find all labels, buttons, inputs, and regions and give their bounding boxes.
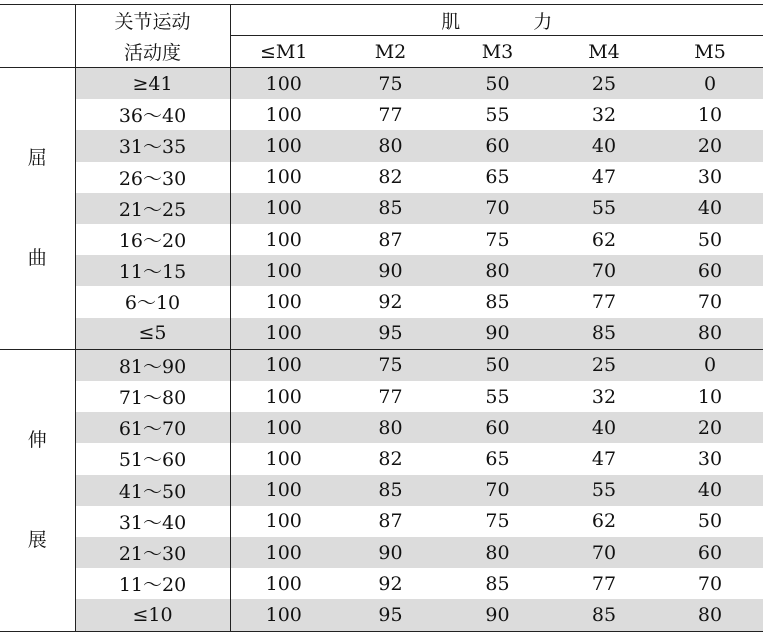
range-cell: ≥41 [75,68,230,100]
score-cell: 60 [444,412,551,443]
column-header-m1: ≤M1 [260,40,308,63]
table-row [0,162,763,193]
score-cell: 100 [230,349,337,381]
score-cell: 90 [444,599,551,631]
score-cell: 40 [551,130,657,161]
score-cell: 100 [230,599,337,631]
score-cell: 55 [551,475,657,506]
score-cell: 80 [444,537,551,568]
score-cell: 87 [378,510,403,533]
table-row [0,412,763,443]
score-cell: 25 [551,68,657,100]
table-row [0,286,763,317]
row-header-line1: 关节运动 [75,5,230,36]
score-cell: 87 [378,228,403,251]
score-cell: 20 [657,412,763,443]
column-header-m2: M2 [374,40,407,63]
corner-header-cell [0,5,75,68]
score-cell: 70 [697,290,723,313]
group-label-char: 伸 [27,428,47,451]
score-cell: 75 [485,228,510,251]
score-cell: 90 [444,318,551,350]
range-cell: 21～30 [75,537,230,568]
group-label-char: 屈 [27,146,47,169]
score-table-container [0,4,763,632]
score-cell: 92 [378,290,403,313]
score-cell: 65 [485,166,510,189]
score-cell: 100 [265,572,302,595]
score-cell: 100 [265,290,302,313]
table-row [0,193,763,224]
table-row [0,68,763,100]
score-cell: 60 [444,130,551,161]
score-cell: 77 [591,572,617,595]
score-cell: 30 [697,166,723,189]
joint-motion-muscle-strength-table [0,4,763,632]
range-cell: 6～10 [75,286,230,317]
score-cell: 0 [657,349,763,381]
score-cell: 55 [551,193,657,224]
table-row [0,537,763,568]
table-row [0,381,763,412]
score-cell: 100 [265,228,302,251]
table-row [0,475,763,506]
score-cell: 70 [444,475,551,506]
score-cell: 77 [591,290,617,313]
score-cell: 70 [551,537,657,568]
range-cell: 11～15 [75,255,230,286]
score-cell: 70 [444,193,551,224]
score-cell: 100 [230,193,337,224]
muscle-strength-header [230,5,763,36]
score-cell: 80 [657,318,763,350]
score-cell: 85 [485,290,510,313]
score-cell: 60 [657,255,763,286]
score-cell: 75 [337,349,444,381]
score-cell: 55 [485,103,510,126]
range-cell: 71～80 [75,381,230,412]
score-cell: 100 [265,103,302,126]
table-row [0,349,763,381]
table-row [0,443,763,474]
score-cell: 85 [337,193,444,224]
table-row [0,568,763,599]
score-cell: 40 [551,412,657,443]
score-cell: 30 [697,447,723,470]
group-label-cell [0,68,75,350]
score-cell: 32 [591,385,617,408]
score-cell: 85 [485,572,510,595]
range-cell: ≤5 [75,318,230,350]
score-cell: 70 [697,572,723,595]
score-cell: 47 [591,447,617,470]
score-cell: 85 [551,599,657,631]
score-cell: 100 [230,255,337,286]
score-cell: 80 [337,130,444,161]
score-cell: 100 [230,318,337,350]
score-cell: 62 [591,228,617,251]
score-cell: 95 [337,599,444,631]
score-cell: 82 [378,166,403,189]
score-cell: 60 [657,537,763,568]
score-cell: 100 [230,537,337,568]
score-cell: 82 [378,447,403,470]
score-cell: 50 [697,510,723,533]
score-cell: 50 [444,68,551,100]
range-cell: 16～20 [75,224,230,255]
group-label-cell [0,349,75,631]
column-header-m3: M3 [481,40,514,63]
range-cell: 41～50 [75,475,230,506]
score-cell: 80 [657,599,763,631]
column-header-m4: M4 [588,40,620,63]
range-cell: 36～40 [75,99,230,130]
table-row [0,599,763,631]
score-cell: 80 [444,255,551,286]
score-cell: 0 [657,68,763,100]
range-cell: 51～60 [75,443,230,474]
score-cell: 100 [230,68,337,100]
score-cell: 20 [657,130,763,161]
table-row [0,99,763,130]
range-cell: 26～30 [75,162,230,193]
score-cell: 100 [230,412,337,443]
muscle-strength-char2: 力 [533,10,553,33]
table-body [0,68,763,632]
score-cell: 75 [337,68,444,100]
group-label-char: 曲 [27,246,47,269]
score-cell: 92 [378,572,403,595]
score-cell: 25 [551,349,657,381]
score-cell: 100 [265,166,302,189]
range-cell: 11～20 [75,568,230,599]
range-cell: 31～40 [75,506,230,537]
range-cell: 21～25 [75,193,230,224]
column-header-m5: M5 [694,40,726,63]
score-cell: 40 [657,193,763,224]
score-cell: 50 [697,228,723,251]
group-label-char: 展 [27,528,47,551]
score-cell: 95 [337,318,444,350]
score-cell: 90 [337,537,444,568]
score-cell: 10 [697,385,723,408]
score-cell: 80 [337,412,444,443]
score-cell: 100 [230,130,337,161]
table-row [0,318,763,350]
range-cell: 81～90 [75,349,230,381]
score-cell: 77 [378,385,403,408]
score-cell: 65 [485,447,510,470]
table-row [0,506,763,537]
score-cell: 40 [657,475,763,506]
range-cell: 61～70 [75,412,230,443]
score-cell: 10 [697,103,723,126]
score-cell: 75 [485,510,510,533]
score-cell: 70 [551,255,657,286]
score-cell: 47 [591,166,617,189]
table-row [0,255,763,286]
score-cell: 85 [551,318,657,350]
score-cell: 100 [265,510,302,533]
score-cell: 62 [591,510,617,533]
score-cell: 100 [265,385,302,408]
score-cell: 55 [485,385,510,408]
table-row [0,130,763,161]
muscle-strength-char1: 肌 [441,10,461,33]
row-header-line2: 活动度 [75,36,230,68]
score-cell: 90 [337,255,444,286]
score-cell: 50 [444,349,551,381]
score-cell: 77 [378,103,403,126]
score-cell: 100 [230,475,337,506]
score-cell: 32 [591,103,617,126]
score-cell: 100 [265,447,302,470]
score-cell: 85 [337,475,444,506]
table-row [0,224,763,255]
range-cell: 31～35 [75,130,230,161]
range-cell: ≤10 [75,599,230,631]
